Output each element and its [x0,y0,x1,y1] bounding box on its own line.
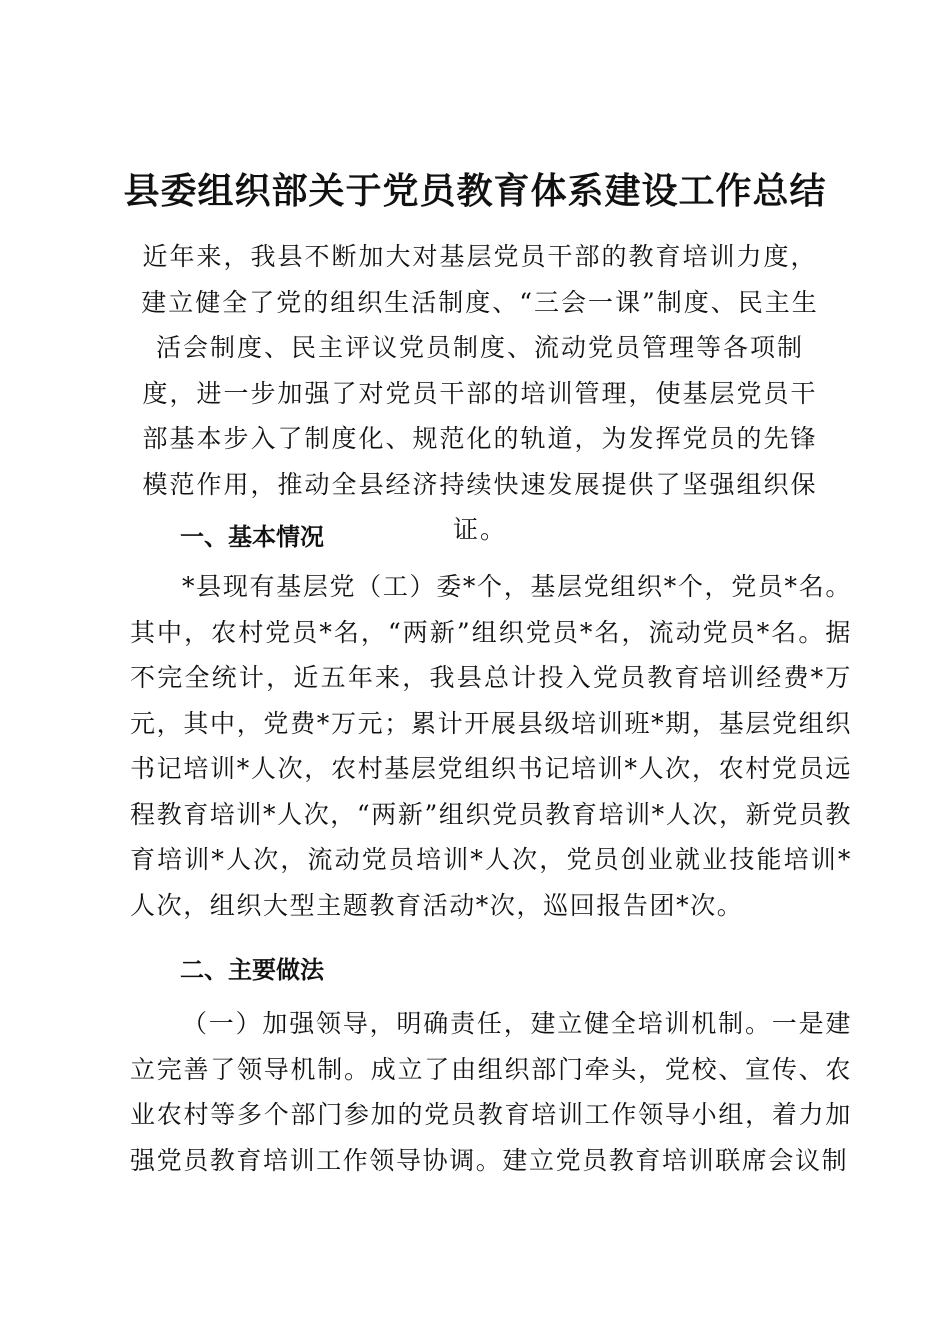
section-paragraph-basic-situation: *县现有基层党（工）委*个，基层党组织*个，党员*名。其中，农村党员*名，“两新”组织党员*名，流动党员*名。据不完全统计，近五年来，我县总计投入党员教育培训经费*万元，其中，党费*万元；累计开展县级培训班*期，基层党组织书记培训*人次，农村基层党组织书记培训*人次，农村党员远程教育培训*人次，“两新”组织党员教育培训*人次，新党员教育培训*人次，流动党员培训*人次，党员创业就业技能培训*人次，组织大型主题教育活动*次，巡回报告团*次。 [130,572,852,920]
document-title: 县委组织部关于党员教育体系建设工作总结 [123,171,827,212]
section-heading-main-practices: 二、主要做法 [180,956,324,984]
section-heading-basic-situation: 一、基本情况 [180,523,324,551]
intro-paragraph: 近年来，我县不断加大对基层党员干部的教育培训力度，建立健全了党的组织生活制度、“三会一课”制度、民主生活会制度、民主评议党员制度、流动党员管理等各项制度，进一步加强了对党员干部的培训管理，使基层党员干部基本步入了制度化、规范化的轨道，为发挥党员的先锋模范作用，推动全县经济持续快速发展提供了坚强组织保证。 [141,242,819,544]
section-paragraph-main-practices: （一）加强领导，明确责任，建立健全培训机制。一是建立完善了领导机制。成立了由组织部门牵头，党校、宣传、农业农村等多个部门参加的党员教育培训工作领导小组，着力加强党员教育培训工作领导协调。建立党员教育培训联席会议制 [130,1009,852,1175]
